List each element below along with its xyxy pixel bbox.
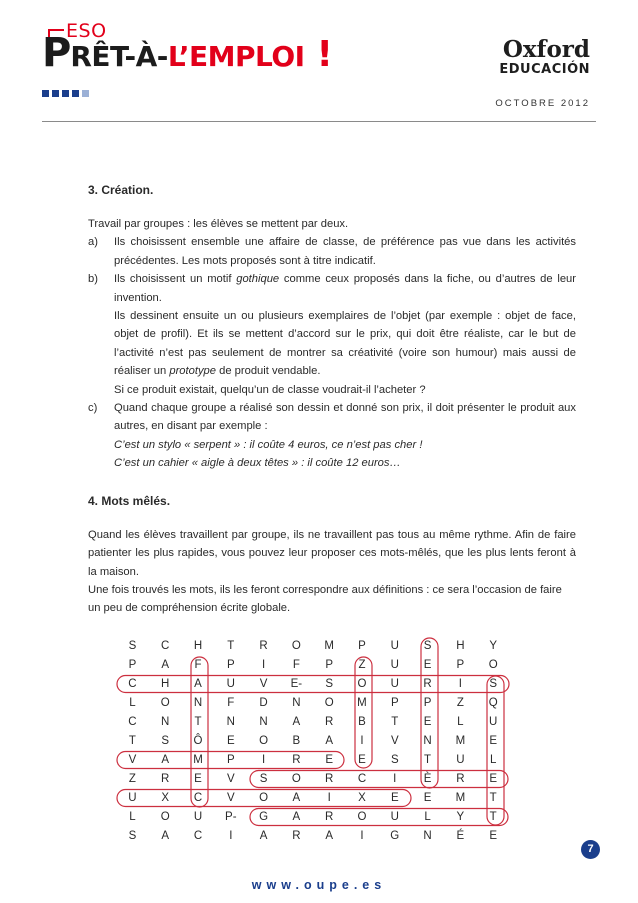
example-2-text: C’est un cahier « aigle à deux têtes » : il coûte 12 euros… xyxy=(114,457,401,470)
grid-cell: N xyxy=(161,715,170,728)
grid-cell: S xyxy=(161,734,170,747)
grid-cell: A xyxy=(292,791,301,804)
grid-row xyxy=(116,636,510,655)
grid-cell: F xyxy=(194,658,202,671)
grid-cell: Y xyxy=(456,810,465,823)
item-b-text: Ils choisissent un motif xyxy=(114,273,237,286)
grid-cell: S xyxy=(128,829,137,842)
grid-cell: P xyxy=(358,639,366,652)
grid-cell: U xyxy=(390,677,399,690)
grid-cell: I xyxy=(327,791,331,804)
publisher-logo xyxy=(499,38,590,77)
grid-cell: M xyxy=(455,734,466,747)
brand-squares xyxy=(42,90,89,97)
grid-cell: O xyxy=(259,734,269,747)
grid-cell: T xyxy=(227,639,235,652)
grid-cell: C xyxy=(193,829,203,842)
brand-initial: P xyxy=(42,30,71,76)
grid-cell: C xyxy=(161,639,170,652)
grid-cell: E xyxy=(226,734,235,747)
item-a-text: Ils choisissent ensemble une affaire de classe, de préférence pas vue dans les activités précédentes. Les mots proposés sont à titre indicatif. xyxy=(114,236,576,267)
grid-cell: V xyxy=(128,753,137,766)
brand-bang: ! xyxy=(316,34,333,75)
content xyxy=(88,180,576,618)
grid-cell: G xyxy=(259,810,269,823)
grid-cell: R xyxy=(325,772,334,785)
grid-cell: P- xyxy=(225,810,237,823)
grid-cell: A xyxy=(292,810,301,823)
grid-cell: V xyxy=(259,677,268,690)
grid-cell: L xyxy=(129,696,136,709)
grid-cell: C xyxy=(193,791,203,804)
grid-cell: D xyxy=(259,696,268,709)
grid-cell: A xyxy=(194,677,202,690)
section3-title: 3. Création. xyxy=(88,183,154,197)
grid-cell: A xyxy=(325,734,334,747)
grid-cell: S xyxy=(390,753,399,766)
example-2 xyxy=(88,454,576,472)
grid-cell: R xyxy=(325,715,334,728)
item-a xyxy=(88,233,576,270)
footer-url: www.oupe.es xyxy=(251,878,387,892)
grid-cell: N xyxy=(226,715,235,728)
grid-cell: M xyxy=(193,753,203,766)
grid-cell: A xyxy=(325,829,334,842)
grid-cell: L xyxy=(457,715,464,728)
grid-cell: E xyxy=(489,734,497,747)
header-divider xyxy=(42,121,596,122)
grid-row xyxy=(116,788,510,807)
grid-cell: P xyxy=(128,658,137,671)
example-1-text: C’est un stylo « serpent » : il coûte 4 euros, ce n’est pas cher ! xyxy=(114,438,423,451)
section3-intro: Travail par groupes : les élèves se mettent par deux. xyxy=(88,218,349,230)
grid-cell: È xyxy=(423,772,432,785)
word-search-table xyxy=(116,636,510,845)
grid-row xyxy=(116,769,510,788)
grid-cell: T xyxy=(489,810,497,823)
grid-row xyxy=(116,655,510,674)
item-a-label: a) xyxy=(88,236,98,249)
grid-cell: O xyxy=(488,658,498,671)
item-b2-text: Ils dessinent ensuite un ou plusieurs exemplaires de l’objet (par exemple : objet de face, objet de profil). Et ils se mettent d’accord sur le prix, qui doit être réaliste, car le but de l’activité n’est pas seulement de montrer sa créativité (voire son humour) mais aussi de réaliser un xyxy=(114,310,576,378)
grid-cell: I xyxy=(458,677,462,690)
grid-cell: H xyxy=(193,639,203,652)
brand-accent: L’EMPLOI xyxy=(167,40,305,73)
grid-cell: O xyxy=(259,791,269,804)
grid-cell: S xyxy=(423,639,432,652)
grid-row xyxy=(116,807,510,826)
grid-cell: S xyxy=(128,639,137,652)
grid-cell: U xyxy=(390,639,399,652)
grid-cell: Q xyxy=(488,696,498,709)
grid-cell: A xyxy=(292,715,301,728)
brand-eso: ESO xyxy=(66,20,107,42)
grid-cell: S xyxy=(259,772,268,785)
grid-cell: O xyxy=(160,810,170,823)
grid-cell: P xyxy=(423,696,432,709)
section4-para2: Une fois trouvés les mots, ils les feront correspondre aux définitions : ce sera l’occasion de faire un peu de compréhension écrite globale. xyxy=(88,583,562,615)
grid-cell: S xyxy=(489,677,497,690)
grid-cell: F xyxy=(227,696,235,709)
grid-cell: U xyxy=(128,791,137,804)
issue-date: OCTOBRE 2012 xyxy=(495,98,590,109)
grid-cell: O xyxy=(291,639,301,652)
grid-cell: A xyxy=(161,658,170,671)
grid-cell: É xyxy=(456,829,465,842)
item-c xyxy=(88,399,576,436)
square-1 xyxy=(42,90,49,97)
grid-cell: E xyxy=(358,753,366,766)
word-search-grid xyxy=(116,636,510,845)
grid-cell: S xyxy=(325,677,334,690)
square-2 xyxy=(52,90,59,97)
grid-cell: I xyxy=(229,829,233,842)
grid-cell: C xyxy=(128,715,137,728)
grid-cell: Z xyxy=(456,696,464,709)
grid-cell: R xyxy=(456,772,465,785)
grid-cell: H xyxy=(456,639,465,652)
publisher-name: Oxford xyxy=(502,36,590,63)
item-b xyxy=(88,270,576,307)
item-c-text: Quand chaque groupe a réalisé son dessin et donné son prix, il doit présenter le produit aux autres, en disant par exemple : xyxy=(114,402,576,433)
item-b-question: Si ce produit existait, quelqu’un de classe voudrait-il l’acheter ? xyxy=(114,383,426,396)
grid-cell: N xyxy=(423,829,432,842)
grid-row xyxy=(116,731,510,750)
grid-cell: T xyxy=(424,753,432,766)
grid-cell: O xyxy=(324,696,334,709)
grid-cell: I xyxy=(261,753,266,766)
item-c-label: c) xyxy=(88,402,98,415)
grid-cell: R xyxy=(292,753,301,766)
square-4 xyxy=(72,90,79,97)
grid-cell: E xyxy=(390,791,399,804)
item-b-text-end: comme ceux proposés dans la fiche, ou d’autres de leur invention. xyxy=(114,273,577,304)
grid-cell: R xyxy=(423,677,432,690)
page-number: 7 xyxy=(581,840,600,859)
grid-cell: C xyxy=(357,772,367,785)
section4-para1: Quand les élèves travaillent par groupe, ils ne travaillent pas tous au même rythme. Afin de faire patienter les plus rapides, vous pouvez leur proposer ces mots-mêlés, que les plus lents feront à la maison. xyxy=(88,528,576,578)
grid-cell: M xyxy=(357,696,367,709)
grid-cell: U xyxy=(390,810,399,823)
grid-cell: E xyxy=(489,829,497,842)
grid-cell: X xyxy=(358,791,366,804)
example-1 xyxy=(88,436,576,454)
grid-cell: P xyxy=(456,658,465,671)
grid-cell: M xyxy=(324,639,334,652)
grid-cell: F xyxy=(292,658,300,671)
item-b-em: gothique xyxy=(236,273,280,286)
grid-row xyxy=(116,693,510,712)
grid-cell: P xyxy=(226,658,235,671)
grid-cell: L xyxy=(129,810,136,823)
grid-cell: O xyxy=(357,677,367,690)
grid-cell: C xyxy=(128,677,137,690)
grid-cell: M xyxy=(455,791,466,804)
grid-cell: Z xyxy=(128,772,136,785)
grid-cell: U xyxy=(489,715,498,728)
square-5 xyxy=(82,90,89,97)
grid-cell: A xyxy=(161,753,170,766)
grid-cell: R xyxy=(259,639,268,652)
grid-cell: X xyxy=(161,791,170,804)
grid-cell: N xyxy=(259,715,268,728)
grid-cell: E xyxy=(423,715,432,728)
grid-cell: I xyxy=(360,734,364,747)
grid-cell: P xyxy=(325,658,334,671)
grid-cell: Ô xyxy=(193,734,203,747)
grid-cell: A xyxy=(259,829,268,842)
publisher-sub: EDUCACIÓN xyxy=(499,62,590,77)
grid-cell: G xyxy=(390,829,400,842)
grid-cell: B xyxy=(358,715,366,728)
grid-cell: E xyxy=(489,772,497,785)
grid-cell: O xyxy=(160,696,170,709)
brand-mid: RÊT-À- xyxy=(70,40,168,73)
grid-cell: U xyxy=(390,658,399,671)
grid-cell: I xyxy=(360,829,364,842)
grid-cell: U xyxy=(226,677,235,690)
grid-cell: E xyxy=(325,753,334,766)
grid-cell: R xyxy=(161,772,170,785)
grid-cell: O xyxy=(357,810,367,823)
grid-cell: T xyxy=(391,715,399,728)
grid-cell: T xyxy=(489,791,497,804)
grid-cell: N xyxy=(423,734,432,747)
grid-cell: L xyxy=(424,810,431,823)
grid-cell: V xyxy=(226,791,235,804)
brand-logo xyxy=(42,30,333,82)
grid-cell: I xyxy=(261,658,266,671)
item-b-label: b) xyxy=(88,273,98,286)
grid-row xyxy=(116,712,510,731)
grid-cell: E xyxy=(423,791,432,804)
grid-cell: E xyxy=(194,772,202,785)
grid-cell: N xyxy=(193,696,203,709)
grid-cell: T xyxy=(194,715,202,728)
grid-cell: O xyxy=(291,772,301,785)
grid-cell: E xyxy=(423,658,432,671)
item-b2-em: prototype xyxy=(169,365,216,378)
item-b2-text-end: de produit vendable. xyxy=(216,365,321,378)
grid-cell: V xyxy=(226,772,235,785)
grid-row xyxy=(116,826,510,845)
square-3 xyxy=(62,90,69,97)
grid-cell: U xyxy=(456,753,465,766)
section4-title: 4. Mots mêlés. xyxy=(88,493,171,508)
grid-cell: T xyxy=(128,734,136,747)
grid-cell: R xyxy=(325,810,334,823)
grid-cell: A xyxy=(161,829,170,842)
item-b-detail xyxy=(88,307,576,381)
grid-cell: Y xyxy=(489,639,497,652)
grid-cell: V xyxy=(390,734,399,747)
grid-cell: H xyxy=(161,677,170,690)
grid-cell: P xyxy=(226,753,235,766)
grid-cell: B xyxy=(292,734,301,747)
grid-cell: N xyxy=(292,696,301,709)
grid-cell: R xyxy=(292,829,301,842)
grid-cell: L xyxy=(489,753,497,766)
grid-cell: I xyxy=(393,772,397,785)
grid-cell: E- xyxy=(290,677,303,690)
grid-row xyxy=(116,674,510,693)
grid-cell: Z xyxy=(358,658,366,671)
grid-row xyxy=(116,750,510,769)
grid-cell: P xyxy=(390,696,399,709)
grid-cell: U xyxy=(193,810,203,823)
